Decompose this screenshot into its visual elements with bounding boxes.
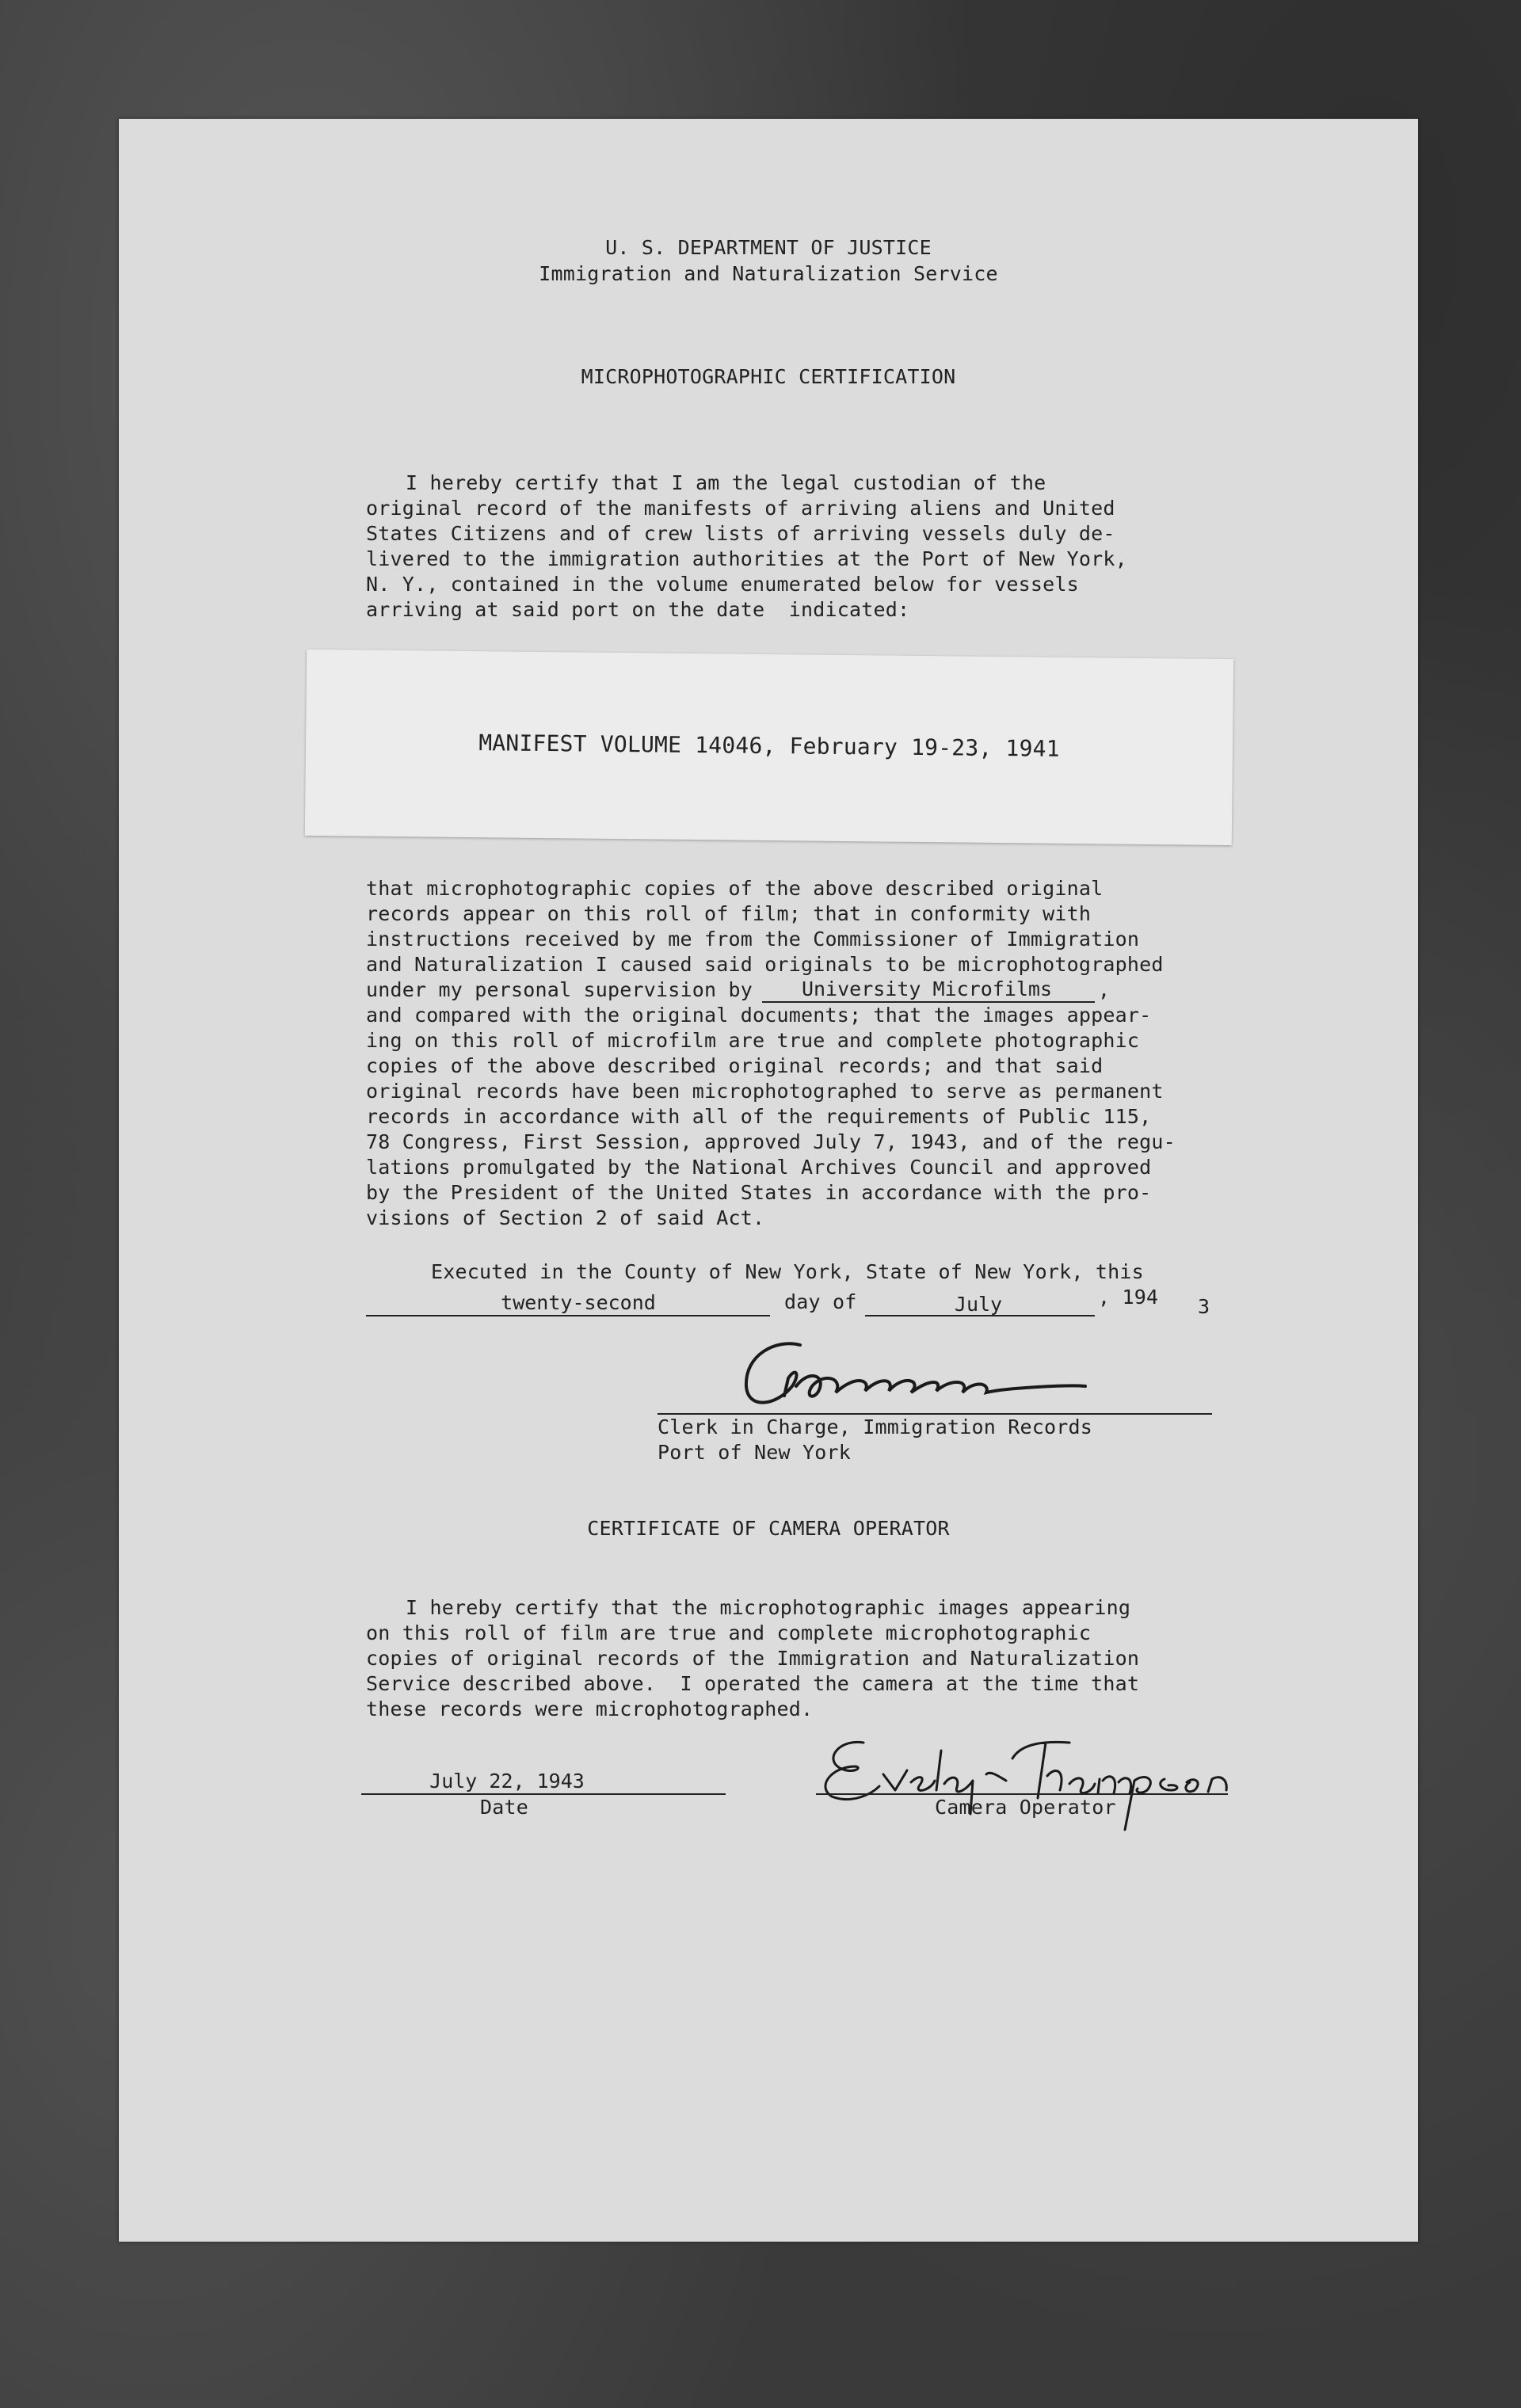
- clerk-port: Port of New York: [658, 1441, 852, 1464]
- body-line: and Naturalization I caused said originals to be microphotographed: [366, 953, 1164, 976]
- intro-line: livered to the immigration authorities at the Port of New York,: [366, 547, 1127, 570]
- intro-line: original record of the manifests of arriving aliens and United: [366, 497, 1115, 520]
- date-underline: [361, 1793, 726, 1795]
- body-line: lations promulgated by the National Archives Council and approved: [366, 1156, 1152, 1179]
- body-line: 78 Congress, First Session, approved July 7, 1943, and of the regu-: [366, 1130, 1176, 1153]
- camera-line: on this roll of film are true and complete microphotographic: [366, 1621, 1092, 1644]
- intro-line: I hereby certify that I am the legal custodian of the: [406, 471, 1046, 494]
- date-value: July 22, 1943: [429, 1770, 585, 1793]
- body-line: ing on this roll of microfilm are true and complete photographic: [366, 1029, 1140, 1052]
- month-value: July: [954, 1293, 1003, 1316]
- body-line: records in accordance with all of the requirements of Public 115,: [366, 1105, 1152, 1128]
- body-line: under my personal supervision by: [366, 978, 753, 1001]
- camera-certificate-title: CERTIFICATE OF CAMERA OPERATOR: [587, 1517, 950, 1540]
- intro-line: arriving at said port on the date indicated:: [366, 598, 910, 621]
- body-line: that microphotographic copies of the above described original: [366, 877, 1104, 900]
- supervisor-value: University Microfilms: [801, 977, 1053, 1000]
- intro-line: N. Y., contained in the volume enumerated below for vessels: [366, 573, 1079, 596]
- body-line: records appear on this roll of film; that in conformity with: [366, 902, 1092, 925]
- department-heading: U. S. DEPARTMENT OF JUSTICE: [605, 236, 932, 259]
- body-line: visions of Section 2 of said Act.: [366, 1206, 765, 1229]
- camera-line: these records were microphotographed.: [366, 1697, 814, 1720]
- date-label: Date: [480, 1796, 529, 1819]
- certification-title: MICROPHOTOGRAPHIC CERTIFICATION: [581, 365, 956, 388]
- day-value: twenty-second: [501, 1291, 656, 1314]
- service-heading: Immigration and Naturalization Service: [539, 262, 998, 285]
- manifest-volume-text: MANIFEST VOLUME 14046, February 19-23, 1941: [478, 730, 1060, 762]
- year-prefix: , 194: [1098, 1286, 1159, 1309]
- day-underline: [366, 1315, 770, 1316]
- clerk-title: Clerk in Charge, Immigration Records: [658, 1415, 1093, 1438]
- body-line: instructions received by me from the Commissioner of Immigration: [366, 928, 1140, 951]
- body-line: original records have been microphotographed to serve as permanent: [366, 1080, 1164, 1103]
- executed-line: Executed in the County of New York, State of New York, this: [431, 1260, 1144, 1283]
- day-of-label: day of: [784, 1290, 857, 1313]
- body-line: by the President of the United States in accordance with the pro-: [366, 1181, 1152, 1204]
- camera-line: copies of original records of the Immigration and Naturalization: [366, 1647, 1140, 1670]
- operator-label: Camera Operator: [935, 1796, 1116, 1819]
- body-line: and compared with the original documents; that the images appear-: [366, 1004, 1152, 1027]
- camera-line: Service described above. I operated the camera at the time that: [366, 1672, 1140, 1695]
- clerk-signature-image: [658, 1331, 1101, 1426]
- body-line: copies of the above described original records; and that said: [366, 1054, 1104, 1077]
- intro-line: States Citizens and of crew lists of arriving vessels duly de-: [366, 522, 1115, 545]
- camera-line: I hereby certify that the microphotographic images appearing: [406, 1596, 1131, 1619]
- manifest-slip: [305, 650, 1233, 845]
- year-digit: 3: [1198, 1295, 1210, 1318]
- comma: ,: [1098, 978, 1111, 1001]
- document-page: [119, 119, 1418, 2242]
